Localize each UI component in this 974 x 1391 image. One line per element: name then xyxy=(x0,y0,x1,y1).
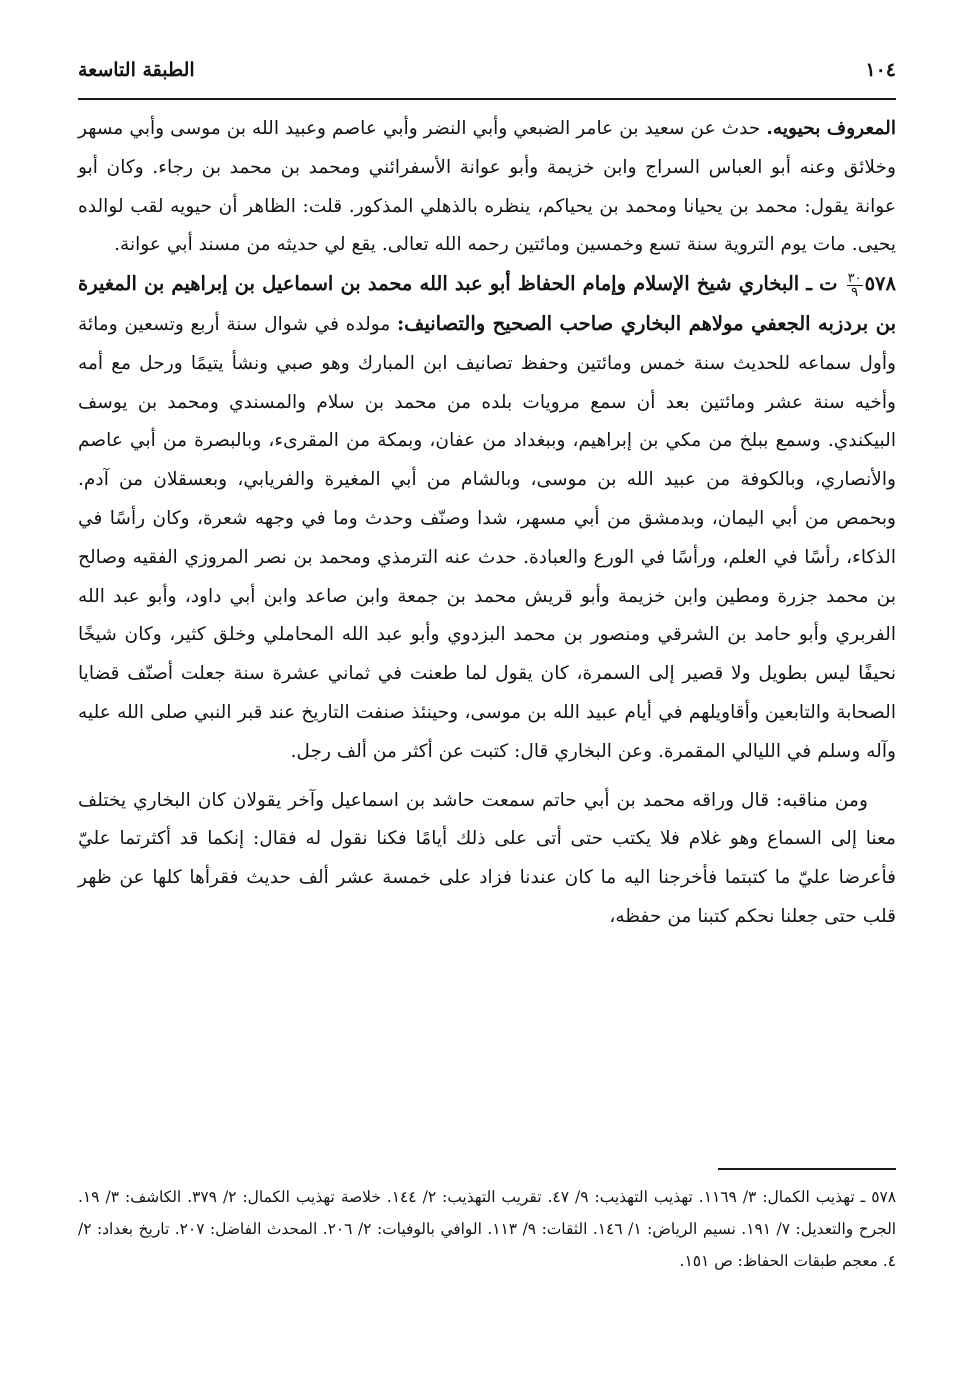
fraction-top: ٣٠ xyxy=(847,270,862,286)
main-text xyxy=(78,110,896,937)
footnotes xyxy=(78,1182,896,1277)
footnote-divider xyxy=(718,1168,896,1170)
footnote-578: ٥٧٨ ـ تهذيب الكمال: ٣/ ١١٦٩. تهذيب التهذيب: ٩/ ٤٧. تقريب التهذيب: ٢/ ١٤٤. خلاصة تهذيب الكمال: ٢/ ٣٧٩. الكاشف: ٣/ ١٩. الجرح والتعديل: ٧/ ١٩١. نسيم الرياض: ١/ ١٤٦. الثقات: ٩/ ١١٣. الوافي بالوفيات: ٢/ ٢٠٦. المحدث الفاضل: ٢٠٧. تاريخ بغداد: ٢/ ٤. معجم طبقات الحفاظ: ص ١٥١. xyxy=(78,1188,897,1270)
page-header xyxy=(78,52,896,88)
entry-fraction xyxy=(847,272,863,299)
entry-text: مولده في شوال سنة أربع وتسعين ومائة وأول سماعه للحديث سنة خمس ومائتين وحفظ تصانيف ابن المبارك وهو صبي ونشأ يتيمًا ورحل مع أمه وأخيه سنة عشر ومائتين بعد أن سمع مرويات بلده من محمد بن سلام والمسندي ومحمد بن يوسف البيكندي. وسمع ببلخ من مكي بن إبراهيم، وببغداد من عفان، وبمكة من المقرىء، وبالبصرة من أبي عاصم والأنصاري، وبالكوفة من عبيد الله بن موسى، وبالشام من أبي المغيرة والفريابي، وبعسقلان من آدم. وبحمص من أبي اليمان، وبدمشق من أبي مسهر، شدا وصنّف وحدث وما في وجهه شعرة، وكان رأسًا في الذكاء، رأسًا في العلم، ورأسًا في الورع والعبادة. حدث عنه الترمذي ومحمد بن نصر المروزي الفقيه وصالح بن محمد جزرة ومطين وابن خزيمة وأبو قريش محمد بن جمعة وابن صاعد وابن أبي داود، وأبو عبد الله الفربري وأبو حامد بن الشرقي ومنصور بن محمد البزدوي وأبو عبد الله المحاملي وخلق كثير، وكان شيخًا نحيفًا ليس بطويل ولا قصير إلى السمرة، كان يقول لما طعنت في ثماني عشرة سنة جعلت أصنّف قضايا الصحابة والتابعين وأقاويلهم في أيام عبيد الله بن موسى، وحينئذ صنفت التاريخ عند قبر النبي صلى الله عليه وآله وسلم في الليالي المقمرة. وعن البخاري قال: كتبت عن أكثر من ألف رجل. xyxy=(78,313,896,762)
header-divider xyxy=(78,98,896,100)
fraction-bottom: ٩ xyxy=(851,284,859,300)
entry-paragraph xyxy=(78,265,896,771)
page-number: ١٠٤ xyxy=(865,59,896,81)
continuation-lead: المعروف بحيويه. xyxy=(766,118,896,139)
entry-heading: ت ـ البخاري شيخ الإسلام وإمام الحفاظ أبو عبد الله محمد بن اسماعيل بن إبراهيم بن المغيرة بن بردزبه الجعفي مولاهم البخاري صاحب الصحيح والتصانيف: xyxy=(78,272,896,335)
continuation-text: حدث عن سعيد بن عامر الضبعي وأبي النضر وأبي عاصم وعبيد الله بن موسى وأبي مسهر وخلائق وعنه أبو العباس السراج وابن خزيمة وأبو عوانة الأسفرائني ومحمد بن محمد بن رجاء. وكان أبو عوانة يقول: محمد بن يحيانا ومحمد بن يحياكم، ينظره بالذهلي المذكور. قلت: الظاهر أن حيويه لقب لوالده يحيى. مات يوم التروية سنة تسع وخمسين ومائتين رحمه الله تعالى. يقع لي حديثه من مسند أبي عوانة. xyxy=(78,118,896,256)
manaqib-paragraph: ومن مناقبه: قال وراقه محمد بن أبي حاتم سمعت حاشد بن اسماعيل وآخر يقولان كان البخاري يختلف معنا إلى السماع وهو غلام فلا يكتب حتى أتى على ذلك أيامًا فكنا نقول له فقال: إنكما قد أكثرتما عليّ فأعرضا عليّ ما كتبتما فأخرجنا اليه ما كان عندنا فزاد على خمسة عشر ألف حديث فقرأها كلها عن ظهر قلب حتى جعلنا نحكم كتبنا من حفظه، xyxy=(78,789,896,927)
paragraph-gap xyxy=(78,772,896,782)
continuation-paragraph xyxy=(78,110,896,265)
running-title: الطبقة التاسعة xyxy=(78,59,195,81)
entry-number: ٥٧٨ xyxy=(864,272,896,296)
